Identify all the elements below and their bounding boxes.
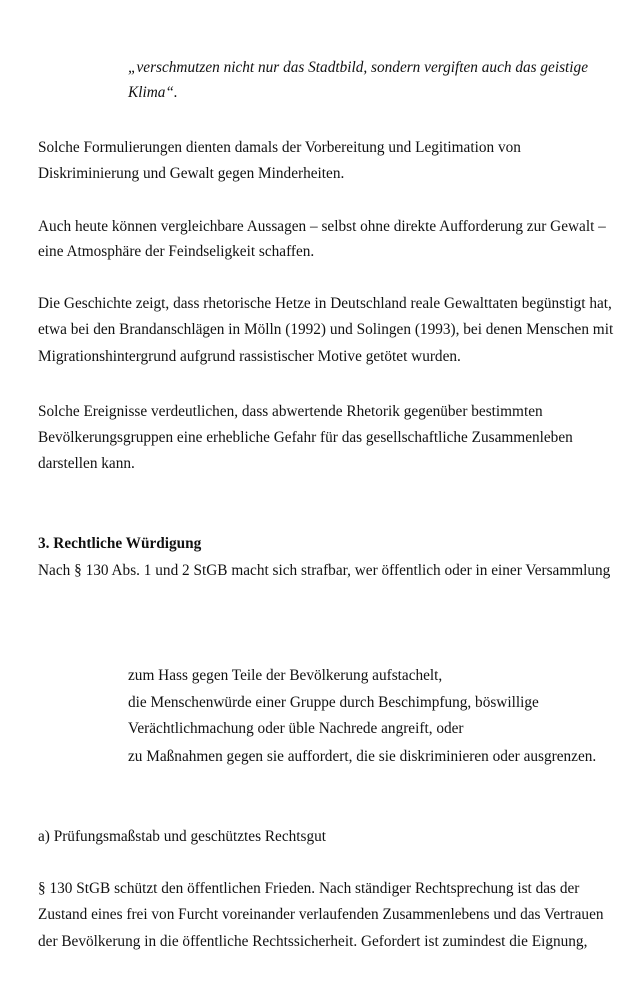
subheading: a) Prüfungsmaßstab und geschütztes Rechtsgut <box>38 828 327 845</box>
list-item: zum Hass gegen Teile der Bevölkerung aufstachelt, <box>128 667 443 684</box>
paragraph-line: der Bevölkerung in die öffentliche Rechtssicherheit. Gefordert ist zumindest die Eignung, <box>38 933 588 950</box>
paragraph-line: Bevölkerungsgruppen eine erhebliche Gefahr für das gesellschaftliche Zusammenleben <box>38 429 573 446</box>
paragraph-line: Migrationshintergrund aufgrund rassistischer Motive getötet wurden. <box>38 348 461 365</box>
paragraph-line: Solche Formulierungen dienten damals der Vorbereitung und Legitimation von <box>38 139 521 156</box>
section-intro: Nach § 130 Abs. 1 und 2 StGB macht sich strafbar, wer öffentlich oder in einer Versammlung <box>38 562 611 579</box>
paragraph-line: etwa bei den Brandanschlägen in Mölln (1992) und Solingen (1993), bei denen Menschen mit <box>38 321 614 338</box>
paragraph-line: darstellen kann. <box>38 455 135 472</box>
paragraph-line: § 130 StGB schützt den öffentlichen Frieden. Nach ständiger Rechtsprechung ist das der <box>38 880 580 897</box>
list-item: zu Maßnahmen gegen sie auffordert, die sie diskriminieren oder ausgrenzen. <box>128 748 597 765</box>
section-heading: 3. Rechtliche Würdigung <box>38 535 202 552</box>
paragraph-line: Diskriminierung und Gewalt gegen Minderheiten. <box>38 165 345 182</box>
paragraph-line: Solche Ereignisse verdeutlichen, dass abwertende Rhetorik gegenüber bestimmten <box>38 403 543 420</box>
paragraph-line: eine Atmosphäre der Feindseligkeit schaffen. <box>38 243 315 260</box>
paragraph-line: Die Geschichte zeigt, dass rhetorische Hetze in Deutschland reale Gewalttaten begünstigt hat, <box>38 295 612 312</box>
list-item: die Menschenwürde einer Gruppe durch Beschimpfung, böswillige <box>128 694 539 711</box>
paragraph-line: Auch heute können vergleichbare Aussagen – selbst ohne direkte Aufforderung zur Gewalt – <box>38 218 606 235</box>
quote-line: Klima“. <box>128 84 178 101</box>
list-item: Verächtlichmachung oder üble Nachrede angreift, oder <box>128 720 464 737</box>
paragraph-line: Zustand eines frei von Furcht voreinander verlaufenden Zusammenlebens und das Vertrauen <box>38 906 604 923</box>
quote-line: „verschmutzen nicht nur das Stadtbild, sondern vergiften auch das geistige <box>128 59 588 76</box>
